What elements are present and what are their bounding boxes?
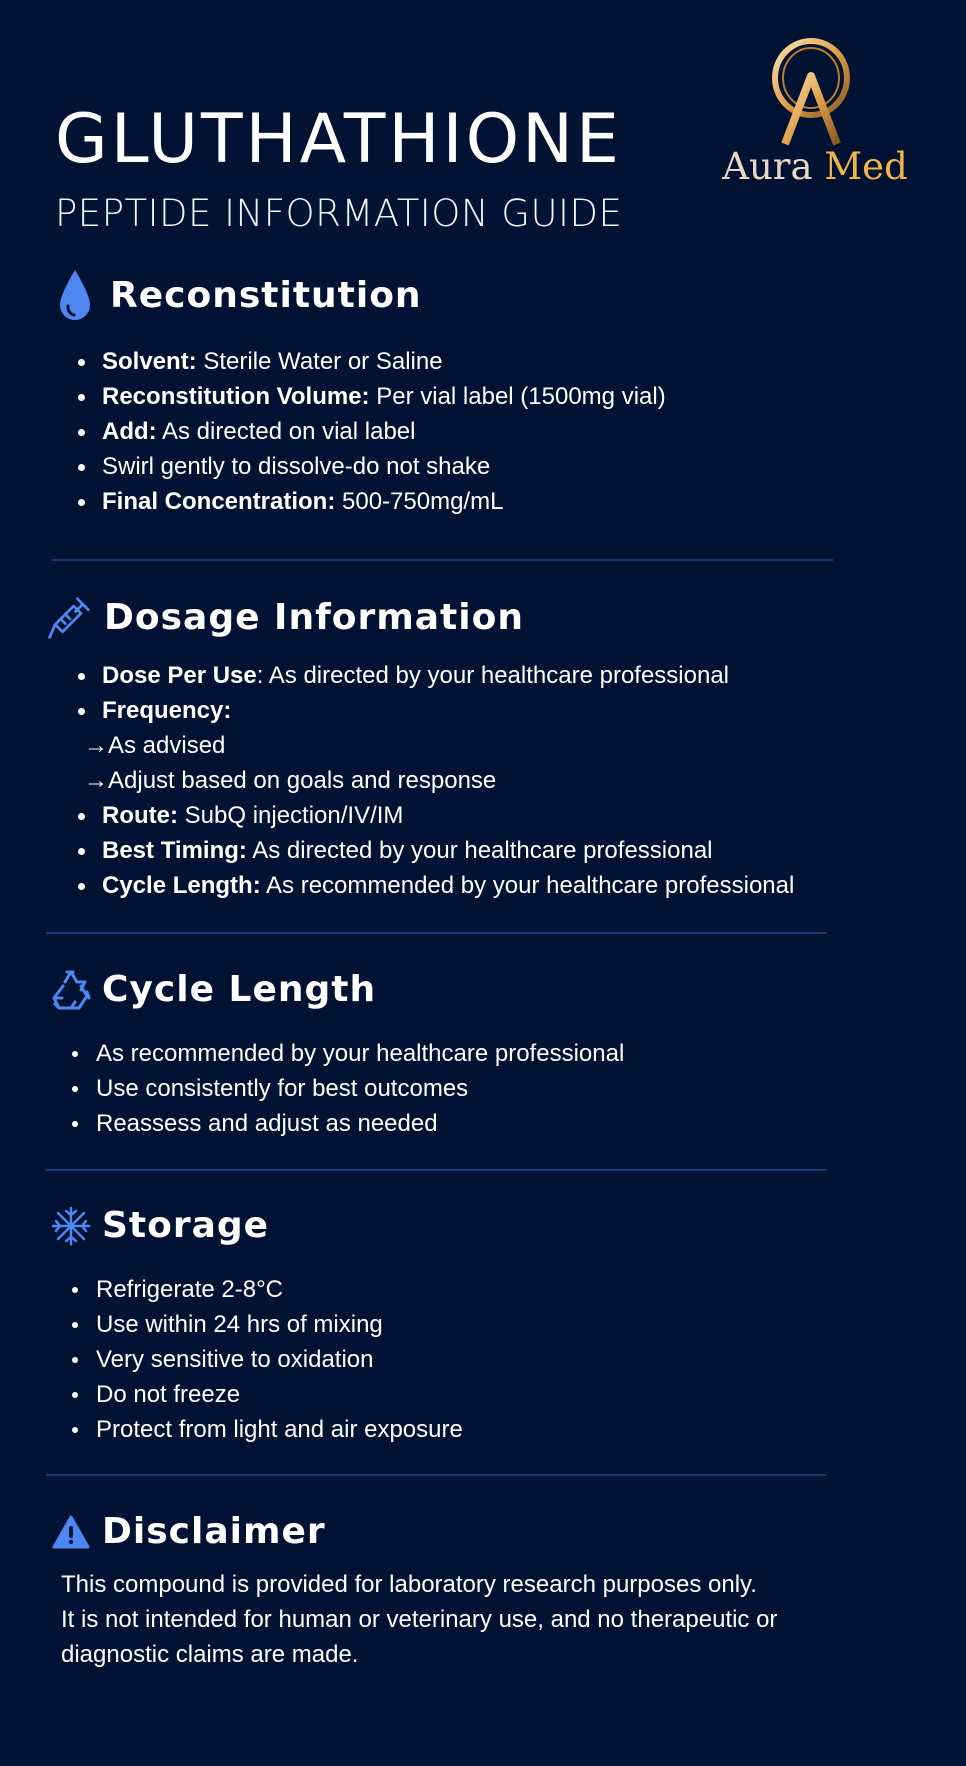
reconstitution-list — [76, 344, 666, 519]
section-divider — [52, 559, 833, 561]
list-item: Frequency: — [76, 693, 794, 728]
list-item: Swirl gently to dissolve-do not shake — [76, 449, 666, 484]
storage-heading: Storage — [48, 1203, 269, 1249]
list-item: Reconstitution Volume: Per vial label (1500mg vial) — [76, 379, 666, 414]
list-item: Final Concentration: 500-750mg/mL — [76, 484, 666, 519]
list-item: Best Timing: As directed by your healthcare professional — [76, 833, 794, 868]
dosage-heading: Dosage Information — [46, 595, 524, 641]
list-item: Cycle Length: As recommended by your healthcare professional — [76, 868, 794, 903]
water-drop-icon — [52, 273, 98, 319]
section-divider — [46, 1169, 827, 1171]
list-subitem: →Adjust based on goals and response — [84, 767, 497, 794]
page-subtitle: PEPTIDE INFORMATION GUIDE — [55, 192, 623, 235]
logo-wordmark: Aura Med — [722, 145, 908, 188]
list-item: Do not freeze — [70, 1377, 463, 1412]
dosage-list — [76, 658, 794, 903]
warning-icon — [48, 1509, 94, 1555]
cycle-list — [70, 1036, 624, 1141]
cycle-heading: Cycle Length — [48, 967, 376, 1013]
section-divider — [46, 932, 827, 934]
list-item: Route: SubQ injection/IV/IM — [76, 798, 794, 833]
disclaimer-text: This compound is provided for laboratory research purposes only. It is not intended for human or veterinary use, and no therapeutic or diagnostic claims are made. — [61, 1571, 778, 1668]
reconstitution-heading: Reconstitution — [52, 273, 422, 319]
page-title: GLUTHATHIONE — [55, 100, 622, 179]
syringe-icon — [46, 595, 92, 641]
list-item: Very sensitive to oxidation — [70, 1342, 463, 1377]
list-item: Protect from light and air exposure — [70, 1412, 463, 1447]
disclaimer-heading: Disclaimer — [48, 1509, 326, 1555]
list-item: Use consistently for best outcomes — [70, 1071, 624, 1106]
auramed-logo — [715, 38, 915, 188]
list-item: Add: As directed on vial label — [76, 414, 666, 449]
list-item: Refrigerate 2-8°C — [70, 1272, 463, 1307]
section-divider — [46, 1474, 827, 1476]
logo-emblem-icon — [715, 38, 915, 153]
list-subitem: →As advised — [84, 732, 226, 759]
recycle-icon — [48, 967, 94, 1013]
list-item: Reassess and adjust as needed — [70, 1106, 624, 1141]
list-item: Solvent: Sterile Water or Saline — [76, 344, 666, 379]
list-item: Dose Per Use: As directed by your healthcare professional — [76, 658, 794, 693]
list-item: As recommended by your healthcare professional — [70, 1036, 624, 1071]
snowflake-icon — [48, 1203, 94, 1249]
list-item: Use within 24 hrs of mixing — [70, 1307, 463, 1342]
storage-list — [70, 1272, 463, 1447]
